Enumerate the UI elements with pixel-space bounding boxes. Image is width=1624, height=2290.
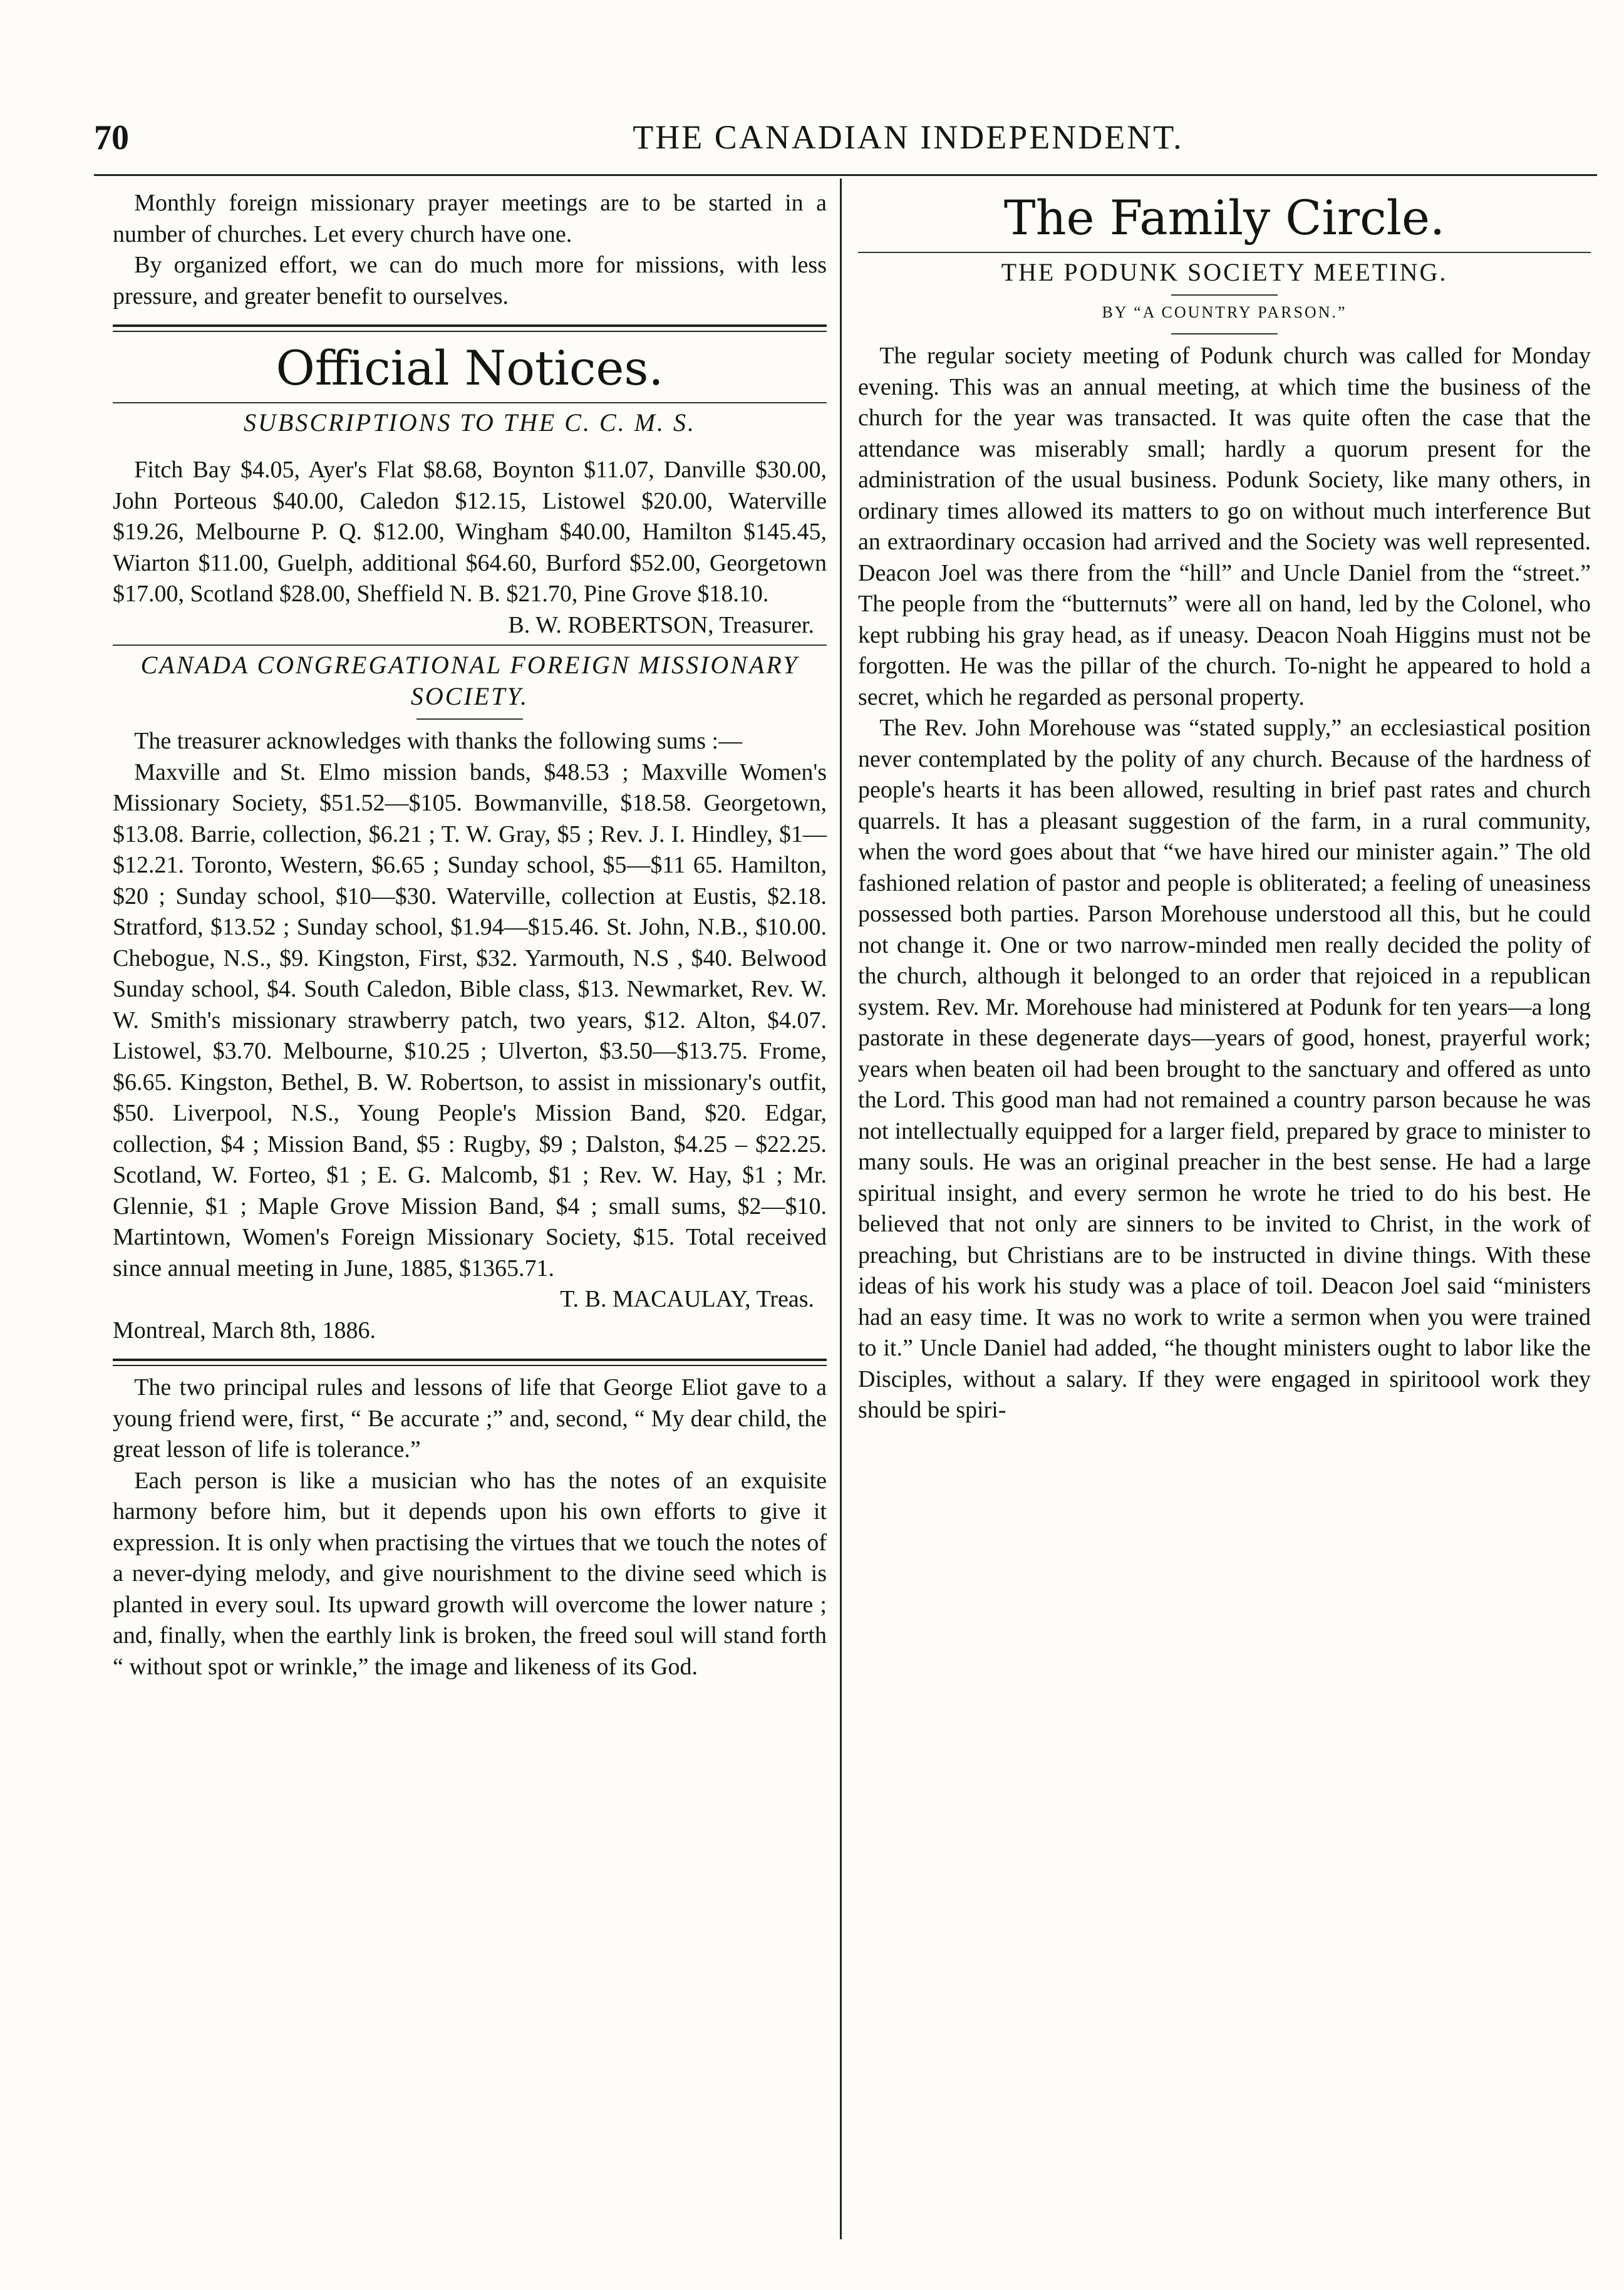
left-column — [113, 188, 827, 1682]
story-title: THE PODUNK SOCIETY MEETING. — [1001, 258, 1448, 286]
header-rule — [94, 174, 1597, 176]
intro-paragraph: Monthly foreign missionary prayer meetings are to be started in a number of churches. Let every church have one. — [113, 190, 827, 247]
story-paragraph: The Rev. John Morehouse was “stated supply,” an ecclesiastical position never contemplated by the polity of any church. Because of the hardness of people's hearts it has been allowed, resulting in brief past rates and church quarrels. It has a pleasant suggestion of the farm, in a rural community, when the word goes about that “we have hired our minister again.” The old fashioned relation of pastor and people is obliterated; a feeling of uneasiness possessed both parties. Parson Morehouse understood all this, but he could not change it. One or two narrow-minded men really decided the polity of the church, although it belonged to an order that rejoiced in a republican system. Rev. Mr. Morehouse had ministered at Podunk for ten years—a long pastorate in these degenerate days—years of good, honest, prayerful work; years when beaten oil had been brought to the sanctuary and offered as unto the Lord. This good man had not remained a country parson because he was not intellectually equipped for a larger field, prepared by grace to minister to many souls. He was an original preacher in the best sense. He had a large spiritual insight, and every sermon he wrote he tried to do his best. He believed that not only are sinners to be invited to Christ, in the work of preaching, but Christians are to be instructed in divine things. With these ideas of his work his study was a place of toil. Deacon Joel said “ministers had an easy time. It was no work to write a sermon when you were trained to it.” Uncle Daniel had added, “he thought ministers ought to labor like the Disciples, without a salary. If they were engaged in spiritoool work they should be spiri- — [858, 715, 1591, 1423]
ccfms-dateline: Montreal, March 8th, 1886. — [113, 1317, 376, 1344]
running-title: THE CANADIAN INDEPENDENT. — [633, 118, 1184, 156]
family-circle-heading: The Family Circle. — [1003, 190, 1446, 246]
right-column — [858, 188, 1591, 1426]
ccfms-heading: CANADA CONGREGATIONAL FOREIGN MISSIONARY SOCIETY. — [140, 651, 799, 710]
ccms-subscriptions: Fitch Bay $4.05, Ayer's Flat $8.68, Boynton $11.07, Danville $30.00, John Porteous $40.00, Caledon $12.15, Listowel $20.00, Waterville $19.26, Melbourne P. Q. $12.00, Wingham $40.00, Hamilton $145.45, Wiarton $11.00, Guelph, additional $64.60, Burford $52.00, Georgetown $17.00, Scotland $28.00, Sheffield N. B. $21.70, Pine Grove $18.10. — [113, 457, 827, 607]
eliot-paragraph: The two principal rules and lessons of life that George Eliot gave to a young friend were, first, “ Be accurate ;” and, second, “ My dear child, the great lesson of life is tolerance.” — [113, 1374, 827, 1463]
story-paragraph: The regular society meeting of Podunk church was called for Monday evening. This was an annual meeting, at which time the business of the church for the year was transacted. It was quite often the case that the attendance was miserably small; hardly a quorum present for the administration of the usual business. Podunk Society, like many others, in ordinary times allowed its matters to go on without much interference But an extraordinary occasion had arrived and the Society was well represented. Deacon Joel was there from the “hill” and Uncle Daniel from the “street.” The people from the “butternuts” were all on hand, led by the Colonel, who kept rubbing his gray head, as if uneasy. Deacon Noah Higgins must not be forgotten. He was the pillar of the church. To-night he appeared to hold a secret, which he regarded as personal property. — [858, 343, 1591, 710]
section-divider — [113, 645, 827, 646]
ccms-heading: SUBSCRIPTIONS TO THE C. C. M. S. — [244, 408, 696, 437]
short-rule — [1171, 333, 1278, 334]
column-divider — [840, 179, 842, 2239]
page-number: 70 — [94, 118, 129, 157]
byline: BY “A COUNTRY PARSON.” — [1102, 303, 1347, 321]
page-header — [94, 118, 1597, 162]
eliot-paragraph: Each person is like a musician who has the notes of an exquisite harmony before him, but it depends upon his own efforts to give it expression. It is only when practising the virtues that we touch the notes of a never-dying melody, and give nourishment to the divine seed which is planted in every soul. Its upward growth will overcome the lower nature ; and, finally, when the earthly link is broken, the freed soul will stand forth “ without spot or wrinkle,” the image and likeness of its God. — [113, 1467, 827, 1680]
heading-rule — [113, 402, 827, 403]
heading-rule — [858, 252, 1591, 253]
section-divider — [113, 324, 827, 332]
ccfms-intro: The treasurer acknowledges with thanks the following sums :— — [134, 728, 743, 754]
ccfms-donations: Maxville and St. Elmo mission bands, $48.53 ; Maxville Women's Missionary Society, $51.52—$105. Bowmanville, $18.58. Georgetown, $13.08. Barrie, collection, $6.21 ; T. W. Gray, $5 ; Rev. J. I. Hindley, $1—$12.21. Toronto, Western, $6.65 ; Sunday school, $5—$11 65. Hamilton, $20 ; Sunday school, $10—$30. Waterville, collection at Eustis, $2.18. Stratford, $13.52 ; Sunday school, $1.94—$15.46. St. John, N.B., $10.00. Chebogue, N.S., $9. Kingston, First, $32. Yarmouth, N.S , $40. Belwood Sunday school, $4. South Caledon, Bible class, $13. Newmarket, Rev. W. W. Smith's missionary strawberry patch, two years, $12. Alton, $4.07. Listowel, $3.70. Melbourne, $10.25 ; Ulverton, $3.50—$13.75. Frome, $6.65. Kingston, Bethel, B. W. Robertson, to assist in missionary's outfit, $50. Liverpool, N.S., Young People's Mission Band, $20. Edgar, collection, $4 ; Mission Band, $5 : Rugby, $9 ; Dalston, $4.25 – $22.25. Scotland, W. Forteo, $1 ; E. G. Malcomb, $1 ; Rev. W. Hay, $1 ; Mr. Glennie, $1 ; Maple Grove Mission Band, $4 ; small sums, $2—$10. Martintown, Women's Foreign Missionary Society, $15. Total received since annual meeting in June, 1885, $1365.71. — [113, 759, 827, 1282]
ccfms-signature: T. B. MACAULAY, Treas. — [560, 1286, 814, 1312]
short-rule — [416, 718, 523, 720]
ccms-signature: B. W. ROBERTSON, Treasurer. — [508, 611, 814, 638]
official-notices-heading: Official Notices. — [276, 340, 664, 396]
section-divider — [113, 1359, 827, 1366]
short-rule — [1171, 294, 1278, 296]
intro-paragraph: By organized effort, we can do much more for missions, with less pressure, and greater benefit to ourselves. — [113, 252, 827, 309]
